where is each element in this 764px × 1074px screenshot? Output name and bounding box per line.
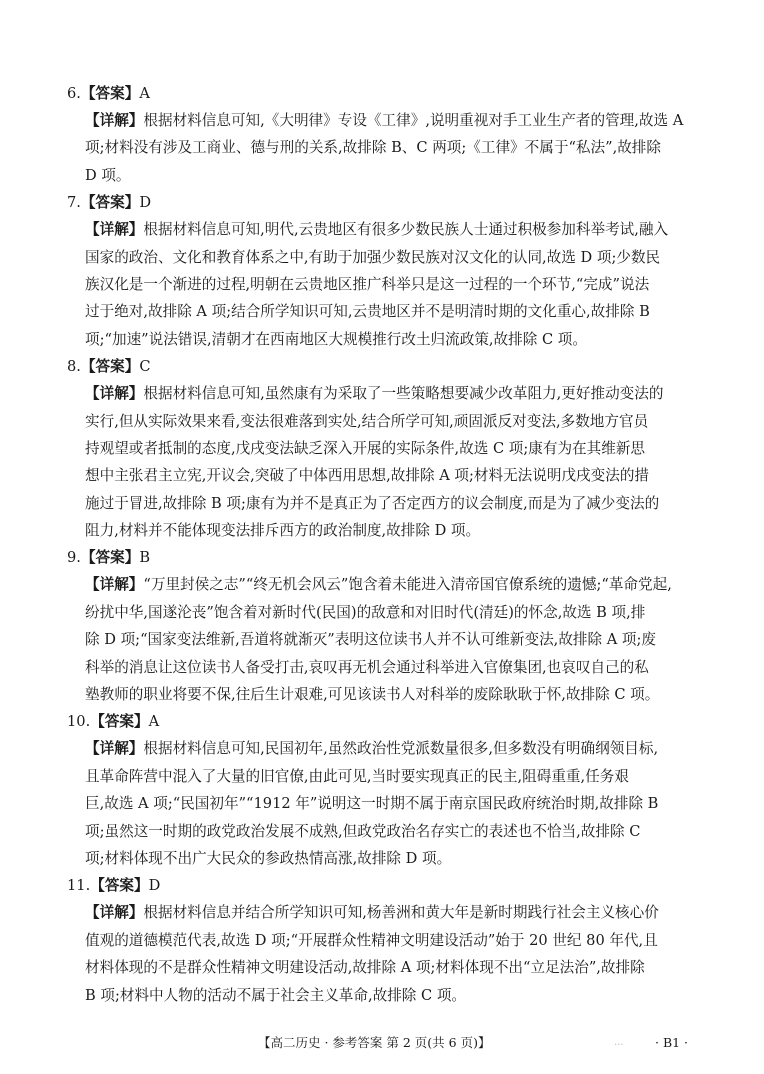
detail-text: 且革命阵营中混入了大量的旧官僚,由此可见,当时要实现真正的民主,阻碍重重,任务艰 [85,767,629,785]
detail-line [85,326,703,353]
detail-line [85,954,703,981]
detail-text: 族汉化是一个渐进的过程,明朝在云贵地区推广科举只是这一过程的一个环节,“完成”说法 [85,275,650,293]
answer-item [67,353,703,544]
detail-label: 【详解】 [85,221,144,239]
answer-item [67,872,703,1009]
detail-text: 国家的政治、文化和教育体系之中,有助于加强少数民族对汉文化的认同,故选 D 项;少数民 [85,248,661,266]
detail-label: 【详解】 [85,112,144,129]
answer-line [67,80,703,107]
detail-text: 阻力,材料并不能体现变法排斥西方的政治制度,故排除 D 项。 [85,522,481,540]
detail-block [67,380,703,544]
detail-line [85,216,703,243]
detail-label: 【详解】 [85,385,144,403]
footer-code: · B1 · [655,1035,689,1050]
detail-text: 施过于冒进,故排除 B 项;康有为并不是真正为了否定西方的议会制度,而是为了减少变法的 [85,494,660,512]
answer-item [67,708,703,872]
detail-line [85,626,703,653]
answer-line [67,353,703,380]
footer-mark: ... [614,1037,624,1048]
detail-text: 持观望或者抵制的态度,戊戌变法缺乏深入开展的实际条件,故选 C 项;康有为在其维新思 [85,439,646,457]
footer-page-info: 【高二历史 · 参考答案 第 2 页(共 6 页)】 [258,1035,491,1050]
detail-label: 【详解】 [85,904,144,922]
detail-line [85,654,703,681]
detail-text: 材料体现的不是群众性精神文明建设活动,故排除 A 项;材料体现不出“立足法治”,故排除 [85,959,645,977]
answer-value: D [148,877,161,895]
detail-text: 值观的道德模范代表,故选 D 项;“开展群众性精神文明建设活动”始于 20 世纪 80 年代,且 [85,931,658,949]
question-number: 9. [67,549,81,567]
detail-label: 【详解】 [85,576,144,594]
page-footer [0,1033,764,1053]
detail-line [85,790,703,817]
detail-line [85,599,703,626]
detail-line [85,435,703,462]
detail-text: 科举的消息让这位读书人备受打击,哀叹再无机会通过科举进入官僚集团,也哀叹自己的私 [85,658,649,676]
answer-label: 【答案】 [90,877,149,895]
answer-value: B [139,549,151,567]
detail-line [85,735,703,762]
answer-item [67,189,703,353]
detail-text: 根据材料信息可知,《大明律》专设《工律》,说明重视对手工业生产者的管理,故选 A [143,112,684,129]
detail-block [67,571,703,708]
question-number: 7. [67,194,81,212]
detail-line [85,298,703,325]
detail-block [67,735,703,872]
detail-text: 除 D 项;“国家变法维新,吾道将就渐灭”表明这位读书人并不认可维新变法,故排除 A 项;废 [85,631,657,649]
detail-line [85,408,703,435]
answer-label: 【答案】 [80,85,140,102]
detail-line [85,818,703,845]
detail-text: D 项。 [85,166,131,184]
question-number: 11. [67,877,91,895]
detail-line [85,927,703,954]
answer-label: 【答案】 [80,358,140,376]
detail-text: 项;材料没有涉及工商业、德与刑的关系,故排除 B、C 两项;《工律》不属于“私法”,故排除 [85,139,661,157]
detail-line [85,763,703,790]
answer-list [67,80,703,1009]
answer-value: C [139,358,151,376]
detail-line [85,845,703,872]
answer-line [67,708,703,735]
detail-text: 纷扰中华,国遂沦丧”饱含着对新时代(民国)的敌意和对旧时代(清廷)的怀念,故选 B 项,排 [85,603,646,621]
detail-line [85,271,703,298]
detail-label: 【详解】 [85,740,144,758]
detail-block [67,107,703,189]
detail-line [85,899,703,926]
detail-line [85,380,703,407]
detail-text: 根据材料信息可知,虽然康有为采取了一些策略想要减少改革阻力,更好推动变法的 [143,385,664,403]
answer-line [67,872,703,899]
detail-text: 项;“加速”说法错误,清朝才在西南地区大规模推行改土归流政策,故排除 C 项。 [85,330,587,348]
detail-text: 根据材料信息可知,明代,云贵地区有很多少数民族人士通过积极参加科举考试,融入 [143,221,669,239]
answer-item [67,544,703,708]
detail-text: 根据材料信息可知,民国初年,虽然政治性党派数量很多,但多数没有明确纲领目标, [143,740,659,758]
question-number: 10. [67,713,91,731]
detail-text: B 项;材料中人物的活动不属于社会主义革命,故排除 C 项。 [85,986,467,1004]
answer-item [67,80,703,189]
detail-text: 根据材料信息并结合所学知识可知,杨善洲和黄大年是新时期践行社会主义核心价 [143,904,659,922]
detail-line [85,681,703,708]
question-number: 8. [67,358,81,376]
answer-line [67,544,703,571]
detail-line [85,517,703,544]
detail-text: 实行,但从实际效果来看,变法很难落到实处,结合所学可知,顽固派反对变法,多数地方官员 [85,412,649,430]
detail-text: 项;材料体现不出广大民众的参政热情高涨,故排除 D 项。 [85,849,452,867]
detail-line [85,107,703,134]
detail-text: 想中主张君主立宪,开议会,突破了中体西用思想,故排除 A 项;材料无法说明戊戌变法的措 [85,467,650,485]
answer-label: 【答案】 [80,549,140,567]
detail-line [85,462,703,489]
answer-value: D [139,194,152,212]
detail-line [85,244,703,271]
detail-text: “万里封侯之志”“终无机会风云”饱含着未能进入清帝国官僚系统的遗憾;“革命党起, [143,576,672,594]
answer-label: 【答案】 [90,713,149,731]
answer-line [67,189,703,216]
detail-line [85,162,703,189]
detail-line [85,571,703,598]
detail-text: 项;虽然这一时期的政党政治发展不成熟,但政党政治名存实亡的表述也不恰当,故排除 C [85,822,641,840]
detail-line [85,490,703,517]
answer-value: A [148,713,160,731]
detail-line [85,982,703,1009]
detail-text: 巨,故选 A 项;“民国初年”“1912 年”说明这一时期不属于南京国民政府统治时期,故排除 B [85,795,659,813]
answer-label: 【答案】 [80,194,140,212]
answer-value: A [139,85,150,102]
detail-line [85,134,703,161]
detail-text: 过于绝对,故排除 A 项;结合所学知识可知,云贵地区并不是明清时期的文化重心,故排除 B [85,303,650,321]
detail-text: 塾教师的职业将要不保,往后生计艰难,可见该读书人对科举的废除耿耿于怀,故排除 C 项。 [85,686,660,704]
detail-block [67,899,703,1009]
question-number: 6. [67,85,81,102]
detail-block [67,216,703,353]
